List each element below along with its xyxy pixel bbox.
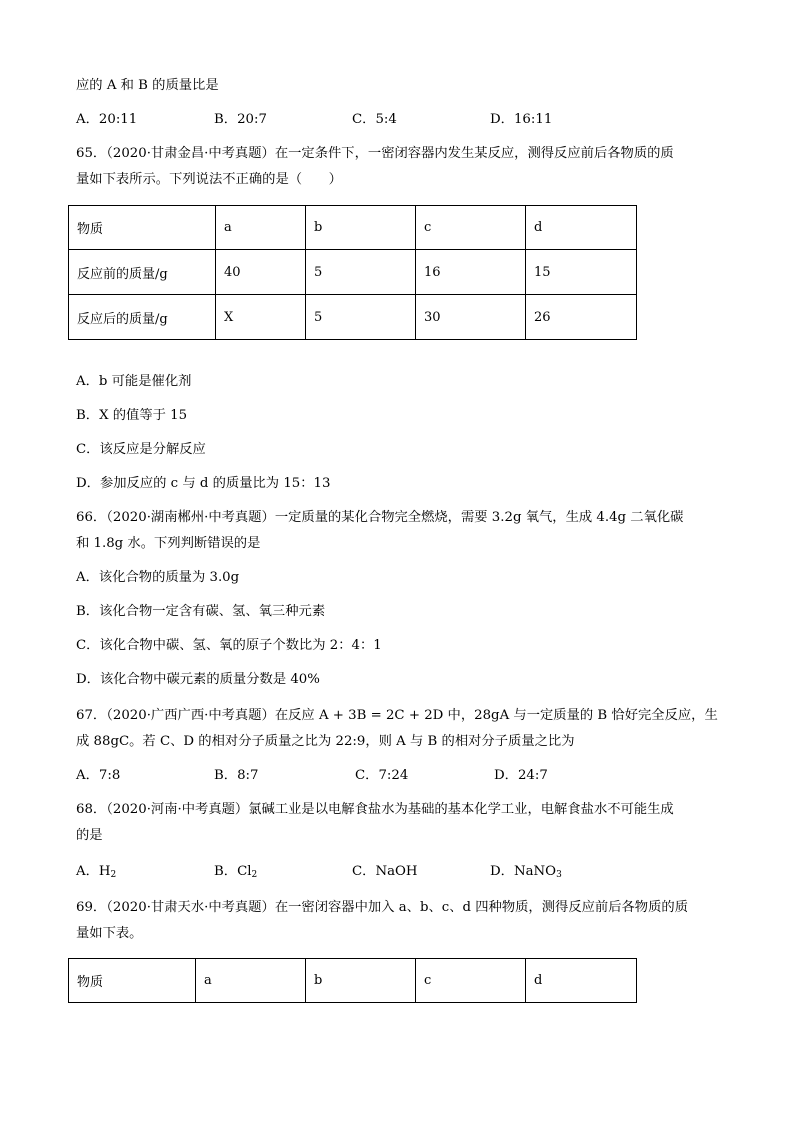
q64-option-c: C．5:4 (352, 112, 397, 127)
q68-option-c: C．NaOH (352, 864, 418, 879)
q64-option-a: A．20:11 (76, 112, 138, 127)
q65-cell: X (216, 295, 306, 340)
q66-stem-line2: 和 1.8g 水。下列判断错误的是 (76, 536, 261, 551)
q66-option-c: C．该化合物中碳、氢、氧的原子个数比为 2：4：1 (76, 638, 382, 653)
q67-option-a: A．7:8 (76, 768, 121, 783)
q68-stem-line2: 的是 (76, 828, 103, 843)
q67-option-d: D．24:7 (494, 768, 548, 783)
q65-cell: 30 (416, 295, 526, 340)
q67-stem-line1: 67．（2020·广西广西·中考真题）在反应 A + 3B = 2C + 2D 中，28gA 与一定质量的 B 恰好完全反应，生 (76, 708, 718, 723)
q65-table (68, 205, 637, 340)
q66-option-a: A．该化合物的质量为 3.0g (76, 570, 240, 585)
q69-header-cell: c (416, 959, 526, 1003)
q69-stem-line1: 69．（2020·甘肃天水·中考真题）在一密闭容器中加入 a、b、c、d 四种物质，测得反应前后各物质的质 (76, 900, 688, 915)
q69-header-cell: 物质 (69, 959, 196, 1003)
q65-option-a: A．b 可能是催化剂 (76, 374, 192, 389)
q69-table-header-row (69, 959, 637, 1003)
q68-option-a: A．$H_2$ (76, 864, 117, 880)
q67-option-b: B．8:7 (214, 768, 259, 783)
q65-stem-line2: 量如下表所示。下列说法不正确的是（ ） (76, 172, 342, 187)
q65-option-b: B．X 的值等于 15 (76, 408, 188, 423)
q65-cell: 26 (526, 295, 637, 340)
q65-cell: 16 (416, 250, 526, 295)
q65-header-cell: c (416, 206, 526, 250)
q65-stem-line1: 65．（2020·甘肃金昌·中考真题）在一定条件下，一密闭容器内发生某反应，测得反应前后各物质的质 (76, 146, 674, 161)
q64-stem-tail: 应的 A 和 B 的质量比是 (76, 78, 219, 93)
q65-cell: 15 (526, 250, 637, 295)
q66-option-d: D．该化合物中碳元素的质量分数是 40% (76, 672, 320, 687)
q69-stem-line2: 量如下表。 (76, 926, 143, 941)
q68-stem-line1: 68．（2020·河南·中考真题）氯碱工业是以电解食盐水为基础的基本化学工业，电解食盐水不可能生成 (76, 802, 674, 817)
q67-option-c: C．7:24 (355, 768, 409, 783)
q65-header-cell: 物质 (69, 206, 216, 250)
q69-header-cell: b (306, 959, 416, 1003)
q65-cell: 40 (216, 250, 306, 295)
q65-cell: 5 (306, 250, 416, 295)
q64-option-d: D．16:11 (490, 112, 553, 127)
q65-cell: 反应前的质量/g (69, 250, 216, 295)
q65-cell: 反应后的质量/g (69, 295, 216, 340)
q65-table-header-row (69, 206, 637, 250)
q66-option-b: B．该化合物一定含有碳、氢、氧三种元素 (76, 604, 326, 619)
q66-stem-line1: 66．（2020·湖南郴州·中考真题）一定质量的某化合物完全燃烧，需要 3.2g 氧气，生成 4.4g 二氧化碳 (76, 510, 684, 525)
q65-table-row (69, 295, 637, 340)
q68-option-b: B．$Cl_2$ (214, 864, 258, 880)
q65-header-cell: a (216, 206, 306, 250)
q65-table-row (69, 250, 637, 295)
q65-option-c: C．该反应是分解反应 (76, 442, 206, 457)
q69-header-cell: d (526, 959, 637, 1003)
q65-option-d: D．参加反应的 c 与 d 的质量比为 15：13 (76, 476, 331, 491)
q67-stem-line2: 成 88gC。若 C、D 的相对分子质量之比为 22:9，则 A 与 B 的相对分子质量之比为 (76, 734, 575, 749)
q69-table (68, 958, 637, 1003)
q65-header-cell: b (306, 206, 416, 250)
q65-header-cell: d (526, 206, 637, 250)
q69-header-cell: a (196, 959, 306, 1003)
q68-option-d: D．NaNO$_3$ (490, 864, 562, 880)
q65-cell: 5 (306, 295, 416, 340)
q64-option-b: B．20:7 (214, 112, 267, 127)
